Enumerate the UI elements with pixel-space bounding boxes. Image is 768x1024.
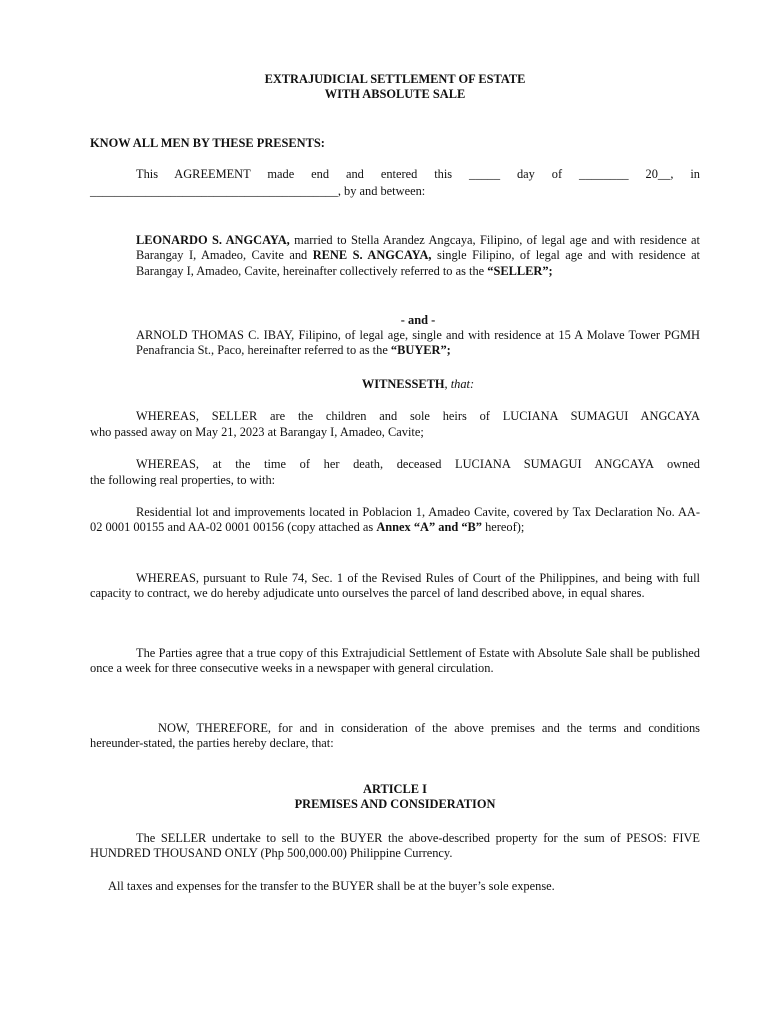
title-line-1: EXTRAJUDICIAL SETTLEMENT OF ESTATE <box>264 72 526 86</box>
whereas-death-line-1: WHEREAS, at the time of her death, deceased LUCIANA SUMAGUI ANGCAYA owned <box>136 457 700 471</box>
seller-party-paragraph: LEONARDO S. ANGCAYA, married to Stella Arandez Angcaya, Filipino, of legal age and with residence at Barangay I, Amadeo, Cavite and RENE S. ANGCAYA, single Filipino, of legal age and with residence at Barangay I, Amadeo, Cavite, hereinafter collectively referred to as the “SELLER”; <box>136 233 701 278</box>
annex-reference: Annex “A” and “B” <box>376 520 483 535</box>
article-1-subheading: PREMISES AND CONSIDERATION <box>294 797 496 812</box>
document-title <box>90 72 700 103</box>
publication-clause: The Parties agree that a true copy of this Extrajudicial Settlement of Estate with Absolute Sale shall be published once a week for three consecutive weeks in a newspaper with general circulation. <box>90 646 700 676</box>
whereas-heirs-line-1: WHEREAS, SELLER are the children and sole heirs of LUCIANA SUMAGUI ANGCAYA <box>136 409 700 423</box>
and-separator: - and - <box>400 313 436 327</box>
know-all-heading: KNOW ALL MEN BY THESE PRESENTS: <box>90 136 325 150</box>
now-therefore-clause: NOW, THEREFORE, for and in consideration of the above premises and the terms and conditions hereunder-stated, the parties hereby declare, that: <box>90 721 700 751</box>
title-line-2: WITH ABSOLUTE SALE <box>324 87 466 102</box>
taxes-paragraph: All taxes and expenses for the transfer to the BUYER shall be at the buyer’s sole expense. <box>108 879 555 893</box>
buyer-party-paragraph: ARNOLD THOMAS C. IBAY, Filipino, of legal age, single and with residence at 15 A Molave Tower PGMH Penafrancia St., Paco, hereinafter referred to as the “BUYER”; <box>136 328 700 358</box>
consideration-paragraph: The SELLER undertake to sell to the BUYER the above-described property for the sum of PESOS: FIVE HUNDRED THOUSAND ONLY (Php 500,000.00) Philippine Currency. <box>90 831 700 861</box>
agreement-line-1: This AGREEMENT made end and entered this _____ day of ________ 20__, in <box>136 167 700 181</box>
witnesseth-heading: WITNESSETH, that: <box>361 377 475 391</box>
seller-role: “SELLER”; <box>487 263 553 278</box>
seller-name-1: LEONARDO S. ANGCAYA, <box>136 233 290 247</box>
property-description: Residential lot and improvements located in Poblacion 1, Amadeo Cavite, covered by Tax Declaration No. AA-02 0001 00155 and AA-02 0001 00156 (copy attached as Annex “A” and “B” hereof); <box>90 505 700 535</box>
whereas-adjudication: WHEREAS, pursuant to Rule 74, Sec. 1 of the Revised Rules of Court of the Philippines, and being with full capacity to contract, we do hereby adjudicate unto ourselves the parcel of land described above, in equal shares. <box>90 571 700 601</box>
buyer-role: “BUYER”; <box>390 343 451 358</box>
whereas-heirs-line-2: who passed away on May 21, 2023 at Barangay I, Amadeo, Cavite; <box>90 425 424 439</box>
agreement-line-2: ________________________________________, by and between: <box>90 184 426 198</box>
seller-name-2: RENE S. ANGCAYA, <box>312 248 432 263</box>
whereas-death-line-2: the following real properties, to with: <box>90 473 276 487</box>
article-1-heading: ARTICLE I PREMISES AND CONSIDERATION <box>294 782 496 812</box>
